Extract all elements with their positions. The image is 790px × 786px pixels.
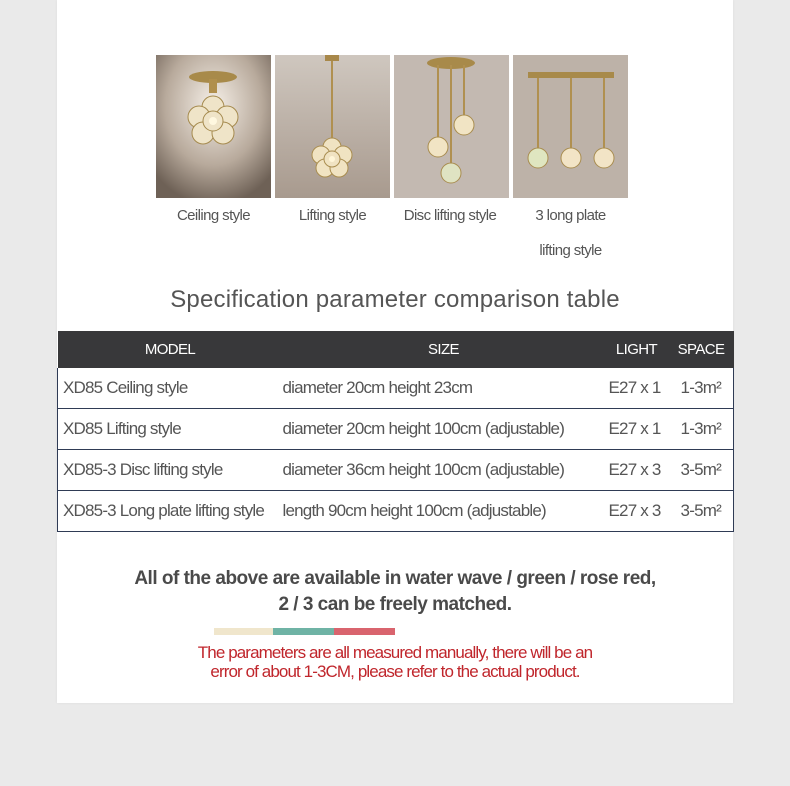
cell-size: length 90cm height 100cm (adjustable) <box>283 491 605 532</box>
ceiling-lamp-photo <box>156 55 271 198</box>
long-plate-pendant-photo <box>513 55 628 198</box>
disclaimer-line: The parameters are all measured manually, there will be an <box>197 643 593 662</box>
cell-model: XD85-3 Disc lifting style <box>58 450 283 491</box>
spec-table <box>57 331 734 532</box>
note-line: All of the above are available in water wave / green / rose red, <box>134 568 656 589</box>
cell-light: E27 x 1 <box>605 409 669 450</box>
cell-space: 3-5m² <box>669 450 734 491</box>
style-caption: Disc lifting style <box>403 207 497 224</box>
cell-size: diameter 36cm height 100cm (adjustable) <box>283 450 605 491</box>
cell-model: XD85 Ceiling style <box>58 368 283 409</box>
color-availability-note <box>57 566 733 618</box>
disc-pendant-photo <box>394 55 509 198</box>
cell-light: E27 x 3 <box>605 450 669 491</box>
header-light: LIGHT <box>605 331 669 368</box>
header-model: MODEL <box>58 331 283 368</box>
pendant-lamp-photo <box>275 55 390 198</box>
header-space: SPACE <box>669 331 734 368</box>
style-thumbnails <box>156 55 628 198</box>
style-caption: Lifting style <box>298 207 367 224</box>
cell-space: 3-5m² <box>669 491 734 532</box>
cell-size: diameter 20cm height 23cm <box>283 368 605 409</box>
swatch-green <box>273 628 334 635</box>
table-row <box>58 450 734 491</box>
color-swatch-bar <box>214 628 395 635</box>
cell-space: 1-3m² <box>669 368 734 409</box>
table-row <box>58 409 734 450</box>
swatch-rose-red <box>334 628 395 635</box>
table-header-row <box>58 331 734 368</box>
cell-model: XD85 Lifting style <box>58 409 283 450</box>
product-spec-card <box>57 0 733 703</box>
disclaimer-line: error of about 1-3CM, please refer to the actual product. <box>210 662 580 681</box>
header-size: SIZE <box>283 331 605 368</box>
style-caption-line: 3 long plate <box>535 207 606 224</box>
table-row <box>58 368 734 409</box>
cell-light: E27 x 1 <box>605 368 669 409</box>
style-caption: Ceiling style <box>176 207 251 224</box>
note-line: 2 / 3 can be freely matched. <box>278 594 512 615</box>
swatch-water-wave <box>214 628 273 635</box>
table-title: Specification parameter comparison table <box>170 286 620 313</box>
cell-model: XD85-3 Long plate lifting style <box>58 491 283 532</box>
measurement-disclaimer <box>57 643 733 681</box>
cell-space: 1-3m² <box>669 409 734 450</box>
style-caption-line: lifting style <box>539 242 602 259</box>
style-caption <box>513 198 628 268</box>
cell-size: diameter 20cm height 100cm (adjustable) <box>283 409 605 450</box>
cell-light: E27 x 3 <box>605 491 669 532</box>
table-row <box>58 491 734 532</box>
